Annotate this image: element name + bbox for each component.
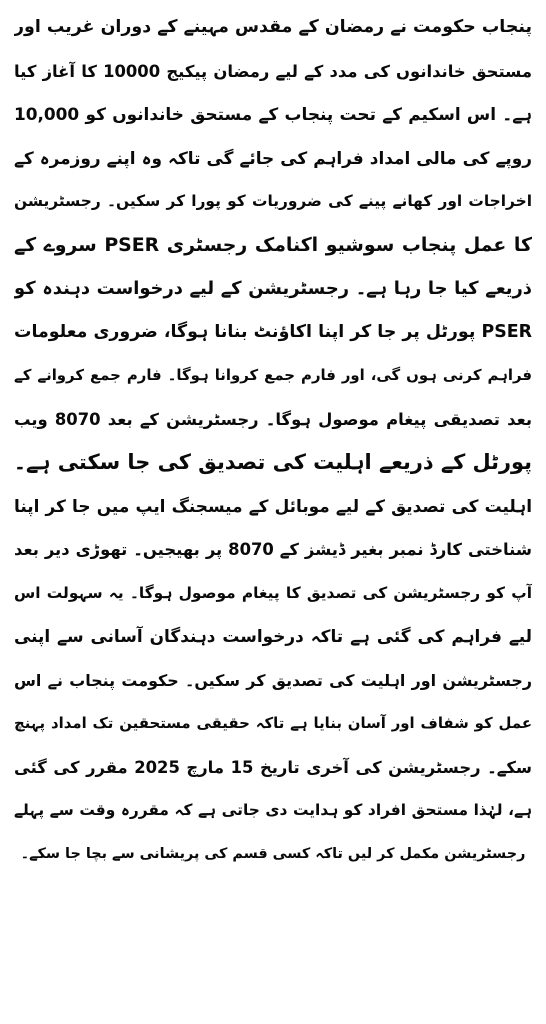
text-line: پنجاب حکومت نے رمضان کے مقدس مہینے کے دوران غریب اور (14, 17, 532, 37)
paragraph-eligibility-check (14, 485, 532, 877)
text-line: لیے فراہم کی گئی ہے تاکہ درخواست دہندگان آسانی سے اپنی (14, 626, 532, 646)
text-line: ذریعے کیا جا رہا ہے۔ رجسٹریشن کے لیے درخواست دہندہ کو (14, 278, 532, 299)
paragraph-ramzan-package (14, 6, 532, 485)
text-line: رجسٹریشن مکمل کر لیں تاکہ کسی قسم کی پریشانی سے بچا جا سکے۔ (20, 845, 526, 862)
article-body (14, 6, 532, 876)
text-line: اخراجات اور کھانے پینے کی ضروریات کو پورا کر سکیں۔ رجسٹریشن (14, 192, 532, 210)
text-line: آپ کو رجسٹریشن کی تصدیق کا پیغام موصول ہوگا۔ یہ سہولت اس (14, 583, 532, 602)
text-line: اہلیت کی تصدیق کے لیے موبائل کے میسجنگ ایپ میں جا کر اپنا (14, 495, 532, 516)
text-line: PSER پورٹل پر جا کر اپنا اکاؤنٹ بنانا ہوگا، ضروری معلومات (14, 321, 532, 342)
text-line: مستحق خاندانوں کی مدد کے لیے رمضان پیکیج 10000 کا آغاز کیا (14, 61, 532, 81)
text-line: فراہم کرنی ہوں گی، اور فارم جمع کروانا ہوگا۔ فارم جمع کروانے کے (14, 366, 532, 384)
text-line: ہے۔ اس اسکیم کے تحت پنجاب کے مستحق خاندانوں کو 10,000 (14, 104, 532, 124)
text-line: عمل کو شفاف اور آسان بنایا ہے تاکہ حقیقی مستحقین تک امداد پہنچ (14, 714, 532, 732)
text-line: رجسٹریشن اور اہلیت کی تصدیق کر سکیں۔ حکومت پنجاب نے اس (14, 670, 532, 690)
text-line: کا عمل پنجاب سوشیو اکنامک رجسٹری PSER سروے کے (14, 233, 532, 256)
text-line: سکے۔ رجسٹریشن کی آخری تاریخ 15 مارچ 2025 مقرر کی گئی (14, 757, 532, 777)
text-line: ہے، لہٰذا مستحق افراد کو ہدایت دی جاتی ہے کہ مقررہ وقت سے پہلے (14, 801, 532, 819)
text-line: شناختی کارڈ نمبر بغیر ڈیشز کے 8070 پر بھیجیں۔ تھوڑی دیر بعد (14, 540, 532, 559)
text-line: بعد تصدیقی پیغام موصول ہوگا۔ رجسٹریشن کے بعد 8070 ویب (14, 409, 532, 429)
text-line: روپے کی مالی امداد فراہم کی جائے گی تاکہ وہ اپنے روزمرہ کے (14, 147, 532, 168)
text-line: پورٹل کے ذریعے اہلیت کی تصدیق کی جا سکتی ہے۔ (14, 450, 532, 474)
